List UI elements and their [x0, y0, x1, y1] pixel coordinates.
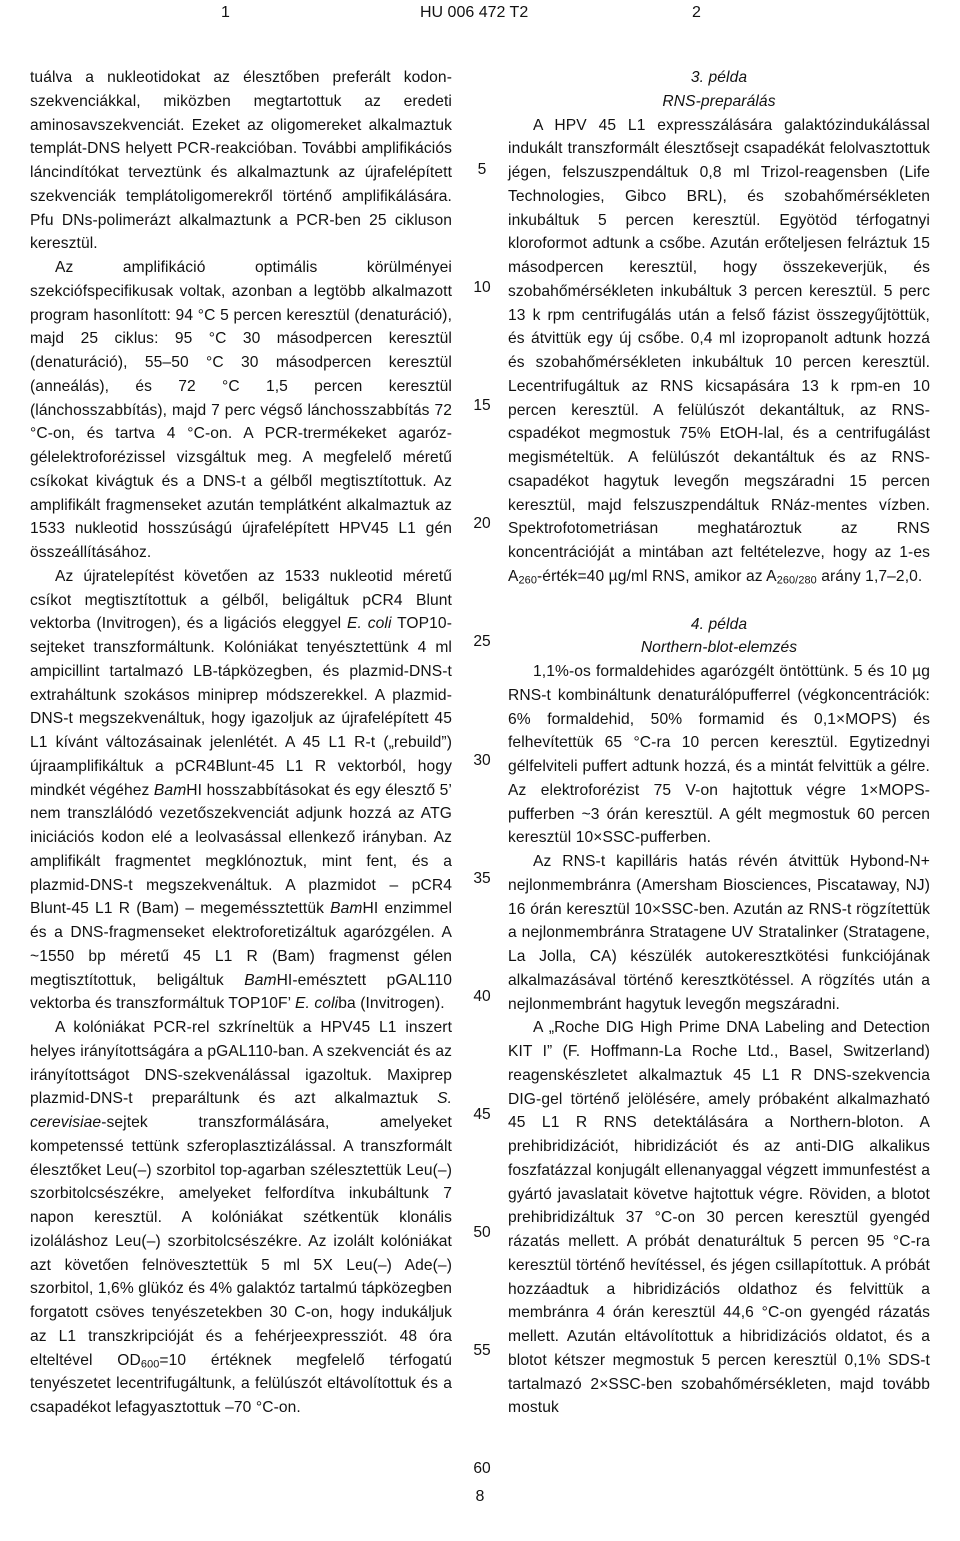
line-number: 50	[473, 1224, 491, 1241]
line-number: 10	[473, 279, 491, 296]
line-number: 35	[473, 870, 491, 887]
paragraph-hybridization: A „Roche DIG High Prime DNA Labeling and Detection KIT I” (F. Hoffmann-La Roche Ltd., Basel, Switzerland) reagenskészletet alkalmaztuk 45 L1 R DNS-szekvencia DIG-gel történő jelölésére, amely próbaként alkalmazható 45 L1 R RNS detektálására a Northern-bloton. A prehibridizációt, hibridizációt és az anti-DIG alkalikus foszfatázzal konjugált ellenanyaggal végzett immunfestést a gyártó javaslatait követve hajtottuk végre. Röviden, a blotot prehibridizáltuk 37 °C-on 30 percen keresztül gyengéd rázatás mellett. A próbát denaturáltuk 5 percen 95 °C-ra keresztül történő hevítéssel, és jégen csillapítottuk. A próbát hozzáadtuk a hibridizációs oldathoz és felvittük a membránra 4 órán keresztül 44,6 °C-on gyengéd rázatás mellett. Azután eltávolítottuk a hibridizációs oldatot, és a blotot kétszer megmostuk 5 percen keresztül 0,1% SDS-t tartalmazó 2×SSC-ben szobahőmérsékleten, majd tovább mostuk	[508, 1019, 930, 1417]
enzyme-name: Bam	[244, 971, 277, 989]
right-page-number: 2	[692, 4, 701, 21]
line-number: 5	[477, 161, 487, 178]
section-gap	[508, 589, 930, 613]
paragraph-yeast-transformation: A kolóniákat PCR-rel szkríneltük a HPV45 L1 inszert helyes irányítottságára a pGAL110-ban. A szekvenciát és az irányítottságot DNS-szekvenálással igazoltuk. Maxiprep plazmid-DNS-t preparáltunk és azt alkalmaztuk S. cerevisiae-sejtek transzformálására, amelyeket kompetenssé tettünk szferoplasztizálással. A transzformált élesztőket Leu(–) szorbitol top-agarban szélesztettük Leu(–) szorbitolcsészékre, amelyeket felfordítva inkubáltunk 7 napon keresztül. A kolóniákat szétkentük klonális izoláláshoz Leu(–) szorbitolcsészékre. Az izolált kolóniákat azt követően felnövesztettük 5 ml 5X Leu(–) Ade(–) szorbitol, 1,6% glükóz és 4% galaktóz tartalmú tápközegben forgatott csöves tenyészetekben 30 C-on, hogy indukáljuk az L1 transzkripcióját és a fehérjeexpressziót. 48 óra elteltével $OD_{600}=10$ értéknek megfelelő térfogatú tenyészetet lecentrifugáltunk, a felülúszót eltávolítottuk és a csapadékot lefagyasztottuk –70 °C-on.	[30, 1019, 453, 1416]
line-number: 45	[473, 1106, 491, 1123]
paragraph-gel: 1,1%-os formaldehides agarózgélt öntöttünk. 5 és 10 µg RNS-t kombináltunk denaturálópufferrel (végkoncentrációk: 6% formaldehid, 50% formamid és 0,1×MOPS) és felhevítettük 65 °C-ra 10 percen keresztül. Egytizednyi gélfelviteli puffert adtunk hozzá, és a mintát felvittük a gélre. Az elektroforézist 75 V-on hajtottuk végre 1×MOPS-pufferben ~3 órán keresztül. A gélt megmostuk 60 percen keresztül 10×SSC-pufferben.	[508, 663, 930, 847]
left-page-number: 1	[221, 4, 230, 21]
line-number: 15	[473, 397, 491, 414]
patent-number: HU 006 472 T2	[420, 4, 529, 21]
example-4-title: 4. példa	[690, 615, 748, 633]
paragraph-cloning: Az újratelepítést követően az 1533 nukleotid méretű csíkot megtisztítottuk a gélből, beligáltuk pCR4 Blunt vektorba (Invitrogen), és a ligációs eleggyel E. coli TOP10-sejteket transzformáltunk. Kolóniákat tenyésztettünk 4 ml ampicillint tartalmazó LB-tápközegben, és plazmid-DNS-t extraháltunk szokásos miniprep módszerekkel. A plazmid-DNS-t megszekvenáltuk, hogy igazoljuk az újrafelépített 45 L1 kívánt változásainak jelenlétét. A 45 L1 R-t („rebuild”) újraamplifikáltuk a pCR4Blunt-45 L1 R vektorból, hogy mindkét végéhez BamHI hosszabbításokat és egy élesztő 5’ nem transzlálódó vezetőszekvenciát adjunk hozzá az ATG iniciációs kodon elé a leolvasással ellenkező irányban. Az amplifikált fragmentet megklónoztuk, mint fent, és a plazmid-DNS-t megszekvenáltuk. A plazmidot – pCR4 Blunt-45 L1 R (Bam) – megeméssztettük BamHI enzimmel és a DNS-fragmenseket elektroforetizáltuk agarózgélen. A ~1550 bp méretű 45 L1 R (Bam) fragmenst gélen megtisztítottuk, beligáltuk BamHI-emésztett pGAL110 vektorba és transzformáltuk TOP10F’ E. coliba (Invitrogen).	[30, 567, 453, 1013]
species-name: E. coli	[295, 995, 339, 1013]
line-number: 40	[473, 988, 491, 1005]
paragraph-transfer: Az RNS-t kapilláris hatás révén átvittük Hybond-N+ nejlonmembránra (Amersham Biosciences, Piscataway, NJ) 16 órán keresztül 10×SSC-ben. Azután az RNS-t rögzítettük a nejlonmembránra Stratagene UV Stratalinker (Stratagene, La Jolla, CA) készülék autokeresztkötési funkciójának alkalmazásával történő keresztkötéssel. A rögzítés után a nejlonmembránt hagytuk levegőn megszáradni.	[508, 853, 930, 1013]
example-3-subtitle: RNS-preparálás	[662, 92, 776, 110]
line-number: 25	[473, 633, 491, 650]
species-name: E. coli	[347, 615, 392, 633]
enzyme-name: Bam	[330, 900, 363, 918]
page-header	[0, 0, 960, 30]
line-number: 60	[473, 1460, 491, 1477]
line-number: 20	[473, 515, 491, 532]
example-4-subtitle: Northern-blot-elemzés	[640, 639, 798, 657]
left-column	[30, 66, 452, 1420]
page-number-footer: 8	[475, 1488, 485, 1505]
species-name: S. cerevisiae	[30, 1090, 452, 1131]
paragraph-amplification: tuálva a nukleotidokat az élesztőben preferált kodon-szekvenciákkal, miközben megtartottuk az eredeti aminosavszekvenciát. Ezeket az oligomereket alkalmaztuk templát-DNS helyett PCR-reakcióban. További amplifikációs láncindítókat terveztünk és alkalmaztunk az újrafelépített szekvenciák templátoligomerekről történő amplifikálására. Pfu DNs-polimerázt alkalmaztunk a PCR-ben 25 cikluson keresztül.	[30, 69, 452, 253]
paragraph-pcr-conditions: Az amplifikáció optimális körülményei szekciófspecifikusak voltak, azonban a legtöbb alkalmazott program hasonlított: 94 °C 5 percen keresztül (denaturáció), majd 25 ciklus: 95 °C 30 másodpercen keresztül (denaturáció), 55–50 °C 30 másodpercen keresztül (anneálás), és 72 °C 1,5 percen keresztül (lánchosszabbítás), majd 7 perc végső lánchosszabbítás 72 °C-on, és tartva 4 °C-on. A PCR-trermékeket agaróz-gélelektroforézissel vizsgáltuk meg. A megfelelő méretű csíkokat kivágtuk és a DNS-t a gélből megtisztítottuk. Az amplifikált fragmenseket azután templátként alkalmaztuk az 1533 nukleotid hosszúságú újrafelépített HPV45 L1 gén összeállításához.	[30, 259, 452, 561]
line-number: 55	[473, 1342, 491, 1359]
line-number: 30	[473, 752, 491, 769]
enzyme-name: Bam	[153, 781, 187, 799]
paragraph-rna-preparation: A HPV 45 L1 expresszálására galaktózindukálással indukált transzformált élesztősejt csapadékát felolvasztottuk jégen, felszuszpendáltuk 0,8 ml Trizol-reagensben (Life Technologies, Gibco BRL), és szobahőmérsékleten inkubáltuk 5 percen keresztül. Egyötöd térfogatnyi kloroformot adtunk a csőbe. Azután erőteljesen felráztuk 15 másodpercen keresztül, hogy összekeverjük, és szobahőmérsékleten inkubáltuk 3 percen keresztül. 5 perc 13 k rpm centrifugálás után a felső fázist összegyűjtöttük, és átvittük egy új csőbe. 0,4 ml izopropanolt adtunk hozzá és szobahőmérsékleten inkubáltuk 10 percen keresztül. Lecentrifugáltuk az RNS kicsapására 13 k rpm-en 10 percen keresztül. A felülúszót dekantáltuk, az RNS-cspadékot megmostuk 75% EtOH-lal, és a centrifugálást megismételtük. A felülúszót dekantáltuk és az RNS-csapadékot hagytuk levegőn megszáradni 15 percen keresztül, majd felszuszpendáltuk RNáz-mentes vízben. Spektrofotometriásan meghatároztuk az RNS koncentrációját a mintában azt feltételezve, hogy az 1-es $A_{260}-érték=40$ µg/ml RNS, amikor az $A_{260/280}$ arány 1,7–2,0.	[508, 116, 930, 587]
example-3-title: 3. példa	[690, 69, 748, 86]
right-column	[508, 66, 930, 1420]
